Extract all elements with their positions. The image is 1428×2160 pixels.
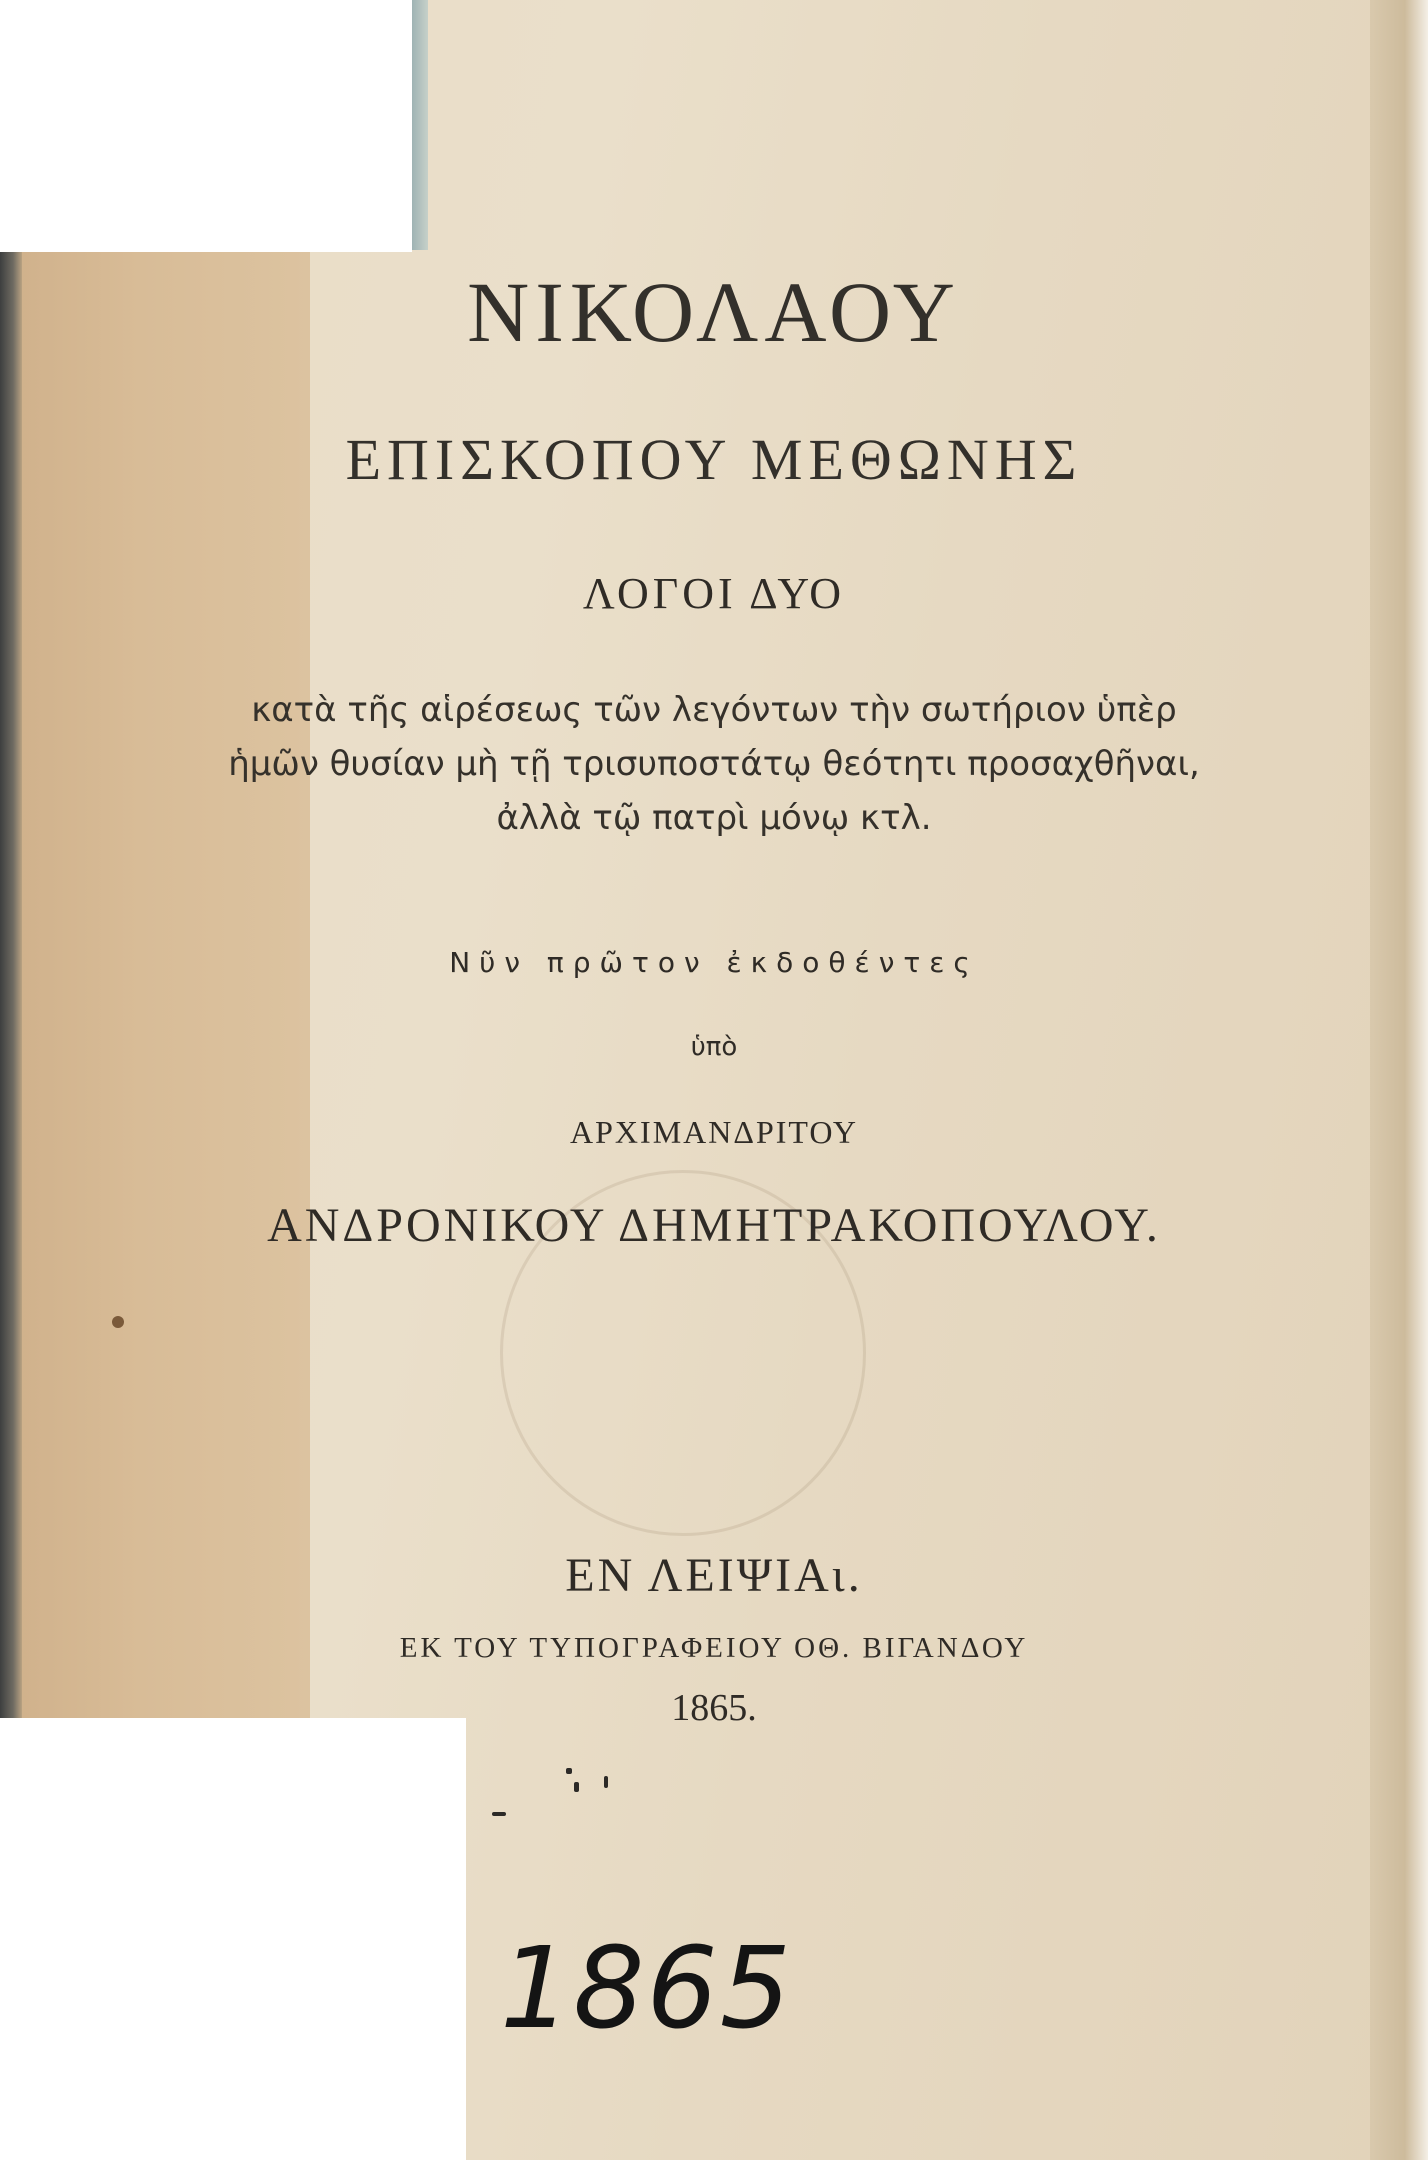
ink-mark <box>604 1776 608 1788</box>
description-line: ἀλλὰ τῷ πατρὶ μόνῳ κτλ. <box>496 798 932 838</box>
by-word: ὑπὸ <box>690 1032 738 1062</box>
work-title: ΛΟΓΟΙ ΔΥΟ <box>582 569 846 618</box>
tape-strip <box>412 0 428 250</box>
scan-white-patch-top <box>0 0 412 252</box>
imprint-place: ΕΝ ΛΕΙΨΙΑι. <box>565 1549 863 1602</box>
description-line: κατὰ τῆς αἱρέσεως τῶν λεγόντων τὴν σωτήριον ὑπὲρ <box>251 690 1177 730</box>
edition-note: Νῦν πρῶτον ἐκδοθέντες <box>449 946 979 979</box>
scan-white-patch-bottom <box>0 1718 466 2160</box>
handwritten-shelfmark: 1865 <box>500 1924 794 2054</box>
editor-rank: ΑΡΧΙΜΑΝΔΡΙΤΟΥ <box>570 1114 858 1150</box>
ink-mark <box>492 1812 506 1816</box>
author-see: ΕΠΙΣΚΟΠΟΥ ΜΕΘΩΝΗΣ <box>345 427 1083 492</box>
imprint-printer: ΕΚ ΤΟΥ ΤΥΠΟΓΡΑΦΕΙΟΥ ΟΘ. ΒΙΓΑΝΔΟΥ <box>399 1632 1029 1664</box>
ink-mark <box>574 1782 579 1792</box>
imprint-year: 1865. <box>671 1687 757 1729</box>
editor-name: ΑΝΔΡΟΝΙΚΟΥ ΔΗΜΗΤΡΑΚΟΠΟΥΛΟΥ. <box>267 1199 1161 1252</box>
description-line: ἡμῶν θυσίαν μὴ τῇ τρισυποστάτῳ θεότητι προσαχθῆναι, <box>228 744 1200 784</box>
author-title: ΝΙΚΟΛΑΟΥ <box>467 264 961 360</box>
ink-spot <box>112 1316 124 1328</box>
ink-mark <box>566 1768 572 1774</box>
